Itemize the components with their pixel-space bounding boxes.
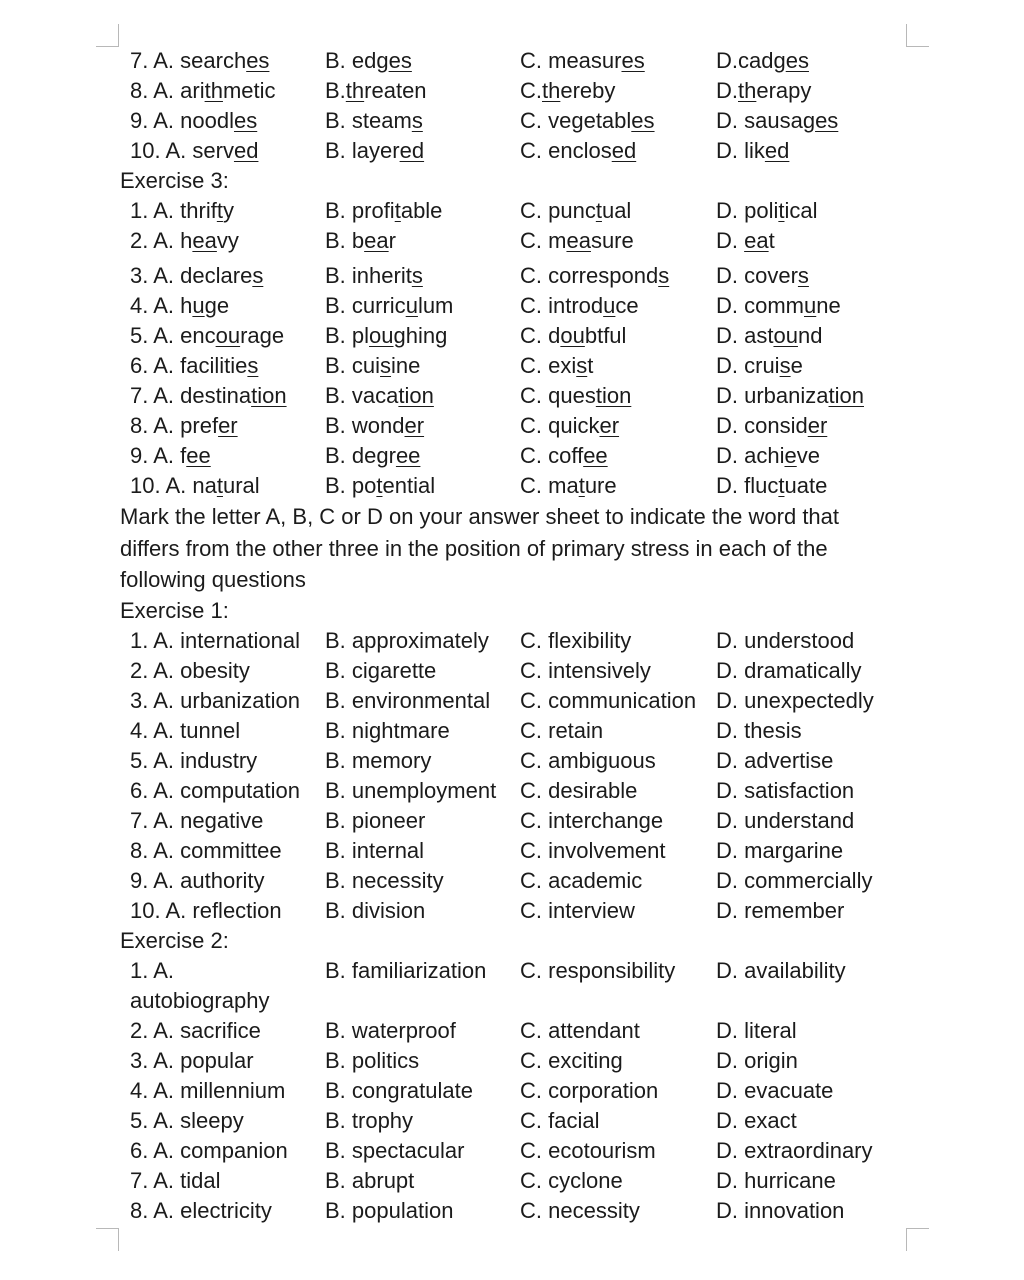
option-a: 3. A. urbanization bbox=[130, 687, 301, 713]
option-a: 4. A. millennium bbox=[130, 1077, 286, 1103]
question-row bbox=[120, 471, 910, 501]
option-c: C. facial bbox=[520, 1107, 600, 1133]
question-row bbox=[120, 1076, 910, 1106]
underlined-sound: ea bbox=[364, 228, 389, 253]
question-row bbox=[120, 196, 910, 226]
option-a: 2. A. heavy bbox=[130, 228, 239, 253]
option-c: C. measures bbox=[520, 48, 645, 73]
option-a: 8. A. arithmetic bbox=[130, 78, 276, 103]
option-b: B. vacation bbox=[325, 383, 434, 408]
question-row bbox=[120, 411, 910, 441]
pronunciation-rows-continued bbox=[120, 46, 910, 166]
option-c: C. punctual bbox=[520, 198, 632, 223]
question-row bbox=[120, 656, 910, 686]
option-d: D. eat bbox=[716, 228, 775, 253]
option-d: D. astound bbox=[716, 323, 823, 348]
option-a: 2. A. sacrifice bbox=[130, 1017, 261, 1043]
option-d: D.cadges bbox=[716, 48, 809, 73]
question-row bbox=[120, 1166, 910, 1196]
option-a: 10. A. natural bbox=[130, 473, 260, 498]
option-d: D. dramatically bbox=[716, 657, 862, 683]
option-b: B. nightmare bbox=[325, 717, 450, 743]
option-a: 1. A. autobiography bbox=[130, 957, 270, 1013]
option-a: 6. A. companion bbox=[130, 1137, 288, 1163]
option-d: D. commercially bbox=[716, 867, 873, 893]
option-c: C. enclosed bbox=[520, 138, 637, 163]
option-a: 8. A. electricity bbox=[130, 1197, 272, 1223]
question-row bbox=[120, 1136, 910, 1166]
option-b: B. inherits bbox=[325, 263, 423, 288]
underlined-sound: ea bbox=[192, 228, 217, 253]
option-a: 9. A. fee bbox=[130, 443, 211, 468]
option-a: 7. A. negative bbox=[130, 807, 264, 833]
question-row bbox=[120, 1106, 910, 1136]
option-d: D. understand bbox=[716, 807, 855, 833]
option-b: B. environmental bbox=[325, 687, 491, 713]
underlined-sound: ed bbox=[233, 138, 259, 163]
question-row bbox=[120, 226, 910, 256]
option-d: D. margarine bbox=[716, 837, 844, 863]
underlined-sound: ea bbox=[566, 228, 591, 253]
underlined-sound: t bbox=[778, 198, 785, 223]
option-d: D. remember bbox=[716, 897, 845, 923]
option-d: D. covers bbox=[716, 263, 809, 288]
underlined-sound: u bbox=[405, 293, 418, 318]
underlined-sound: tion bbox=[398, 383, 434, 408]
option-b: B. trophy bbox=[325, 1107, 414, 1133]
instruction-line-3: following questions bbox=[120, 567, 306, 592]
option-c: C. cyclone bbox=[520, 1167, 623, 1193]
option-d: D. satisfaction bbox=[716, 777, 855, 803]
option-c: C. ambiguous bbox=[520, 747, 656, 773]
option-d: D. evacuate bbox=[716, 1077, 834, 1103]
underlined-sound: tion bbox=[251, 383, 287, 408]
question-row bbox=[120, 1196, 910, 1226]
option-d: D. sausages bbox=[716, 108, 839, 133]
option-a: 7. A. destination bbox=[130, 383, 287, 408]
underlined-sound: s bbox=[252, 263, 264, 288]
option-c: C. responsibility bbox=[520, 957, 676, 983]
option-b: B. layered bbox=[325, 138, 425, 163]
question-row bbox=[120, 106, 910, 136]
underlined-sound: t bbox=[595, 198, 602, 223]
underlined-sound: u bbox=[603, 293, 616, 318]
option-d: D. exact bbox=[716, 1107, 797, 1133]
question-row bbox=[120, 441, 910, 471]
underlined-sound: es bbox=[631, 108, 655, 133]
option-b: B. profitable bbox=[325, 198, 443, 223]
option-b: B. spectacular bbox=[325, 1137, 465, 1163]
option-b: B. degree bbox=[325, 443, 421, 468]
option-d: D. thesis bbox=[716, 717, 802, 743]
underlined-sound: ou bbox=[560, 323, 585, 348]
option-b: B. potential bbox=[325, 473, 436, 498]
option-d: D. literal bbox=[716, 1017, 797, 1043]
option-c: C. flexibility bbox=[520, 627, 632, 653]
option-d: D. unexpectedly bbox=[716, 687, 874, 713]
option-a: 10. A. reflection bbox=[130, 897, 282, 923]
question-row bbox=[120, 136, 910, 166]
underlined-sound: s bbox=[411, 108, 423, 133]
option-a: 9. A. authority bbox=[130, 867, 265, 893]
option-c: C. intensively bbox=[520, 657, 651, 683]
underlined-sound: th bbox=[542, 78, 561, 103]
option-a: 1. A. thrifty bbox=[130, 198, 234, 223]
instruction-line-1: Mark the letter A, B, C or D on your answer sheet to indicate the word that bbox=[120, 504, 840, 529]
option-d: D. fluctuate bbox=[716, 473, 828, 498]
option-a: 7. A. searches bbox=[130, 48, 270, 73]
option-a: 9. A. noodles bbox=[130, 108, 258, 133]
underlined-sound: es bbox=[388, 48, 412, 73]
option-a: 6. A. facilities bbox=[130, 353, 259, 378]
option-d: D. understood bbox=[716, 627, 855, 653]
option-d: D.therapy bbox=[716, 78, 812, 103]
option-c: C. ecotourism bbox=[520, 1137, 656, 1163]
option-b: B. cigarette bbox=[325, 657, 437, 683]
option-b: B. necessity bbox=[325, 867, 444, 893]
question-row bbox=[120, 776, 910, 806]
option-c: C. exciting bbox=[520, 1047, 623, 1073]
underlined-sound: ea bbox=[744, 228, 769, 253]
question-row bbox=[120, 806, 910, 836]
stress-instruction bbox=[120, 501, 906, 596]
underlined-sound: s bbox=[411, 263, 423, 288]
underlined-sound: s bbox=[380, 353, 392, 378]
question-row bbox=[120, 956, 910, 1016]
option-c: C. question bbox=[520, 383, 632, 408]
underlined-sound: es bbox=[815, 108, 839, 133]
option-c: C. retain bbox=[520, 717, 604, 743]
option-c: C. introduce bbox=[520, 293, 639, 318]
option-b: B. population bbox=[325, 1197, 454, 1223]
option-a: 7. A. tidal bbox=[130, 1167, 221, 1193]
option-d: D. political bbox=[716, 198, 818, 223]
option-a: 5. A. encourage bbox=[130, 323, 285, 348]
option-c: C.thereby bbox=[520, 78, 616, 103]
underlined-sound: t bbox=[578, 473, 585, 498]
option-d: D. origin bbox=[716, 1047, 798, 1073]
underlined-sound: ed bbox=[764, 138, 790, 163]
underlined-sound: th bbox=[738, 78, 757, 103]
option-d: D. consider bbox=[716, 413, 828, 438]
option-b: B. abrupt bbox=[325, 1167, 415, 1193]
underlined-sound: s bbox=[658, 263, 670, 288]
option-c: C. coffee bbox=[520, 443, 608, 468]
option-b: B. wonder bbox=[325, 413, 425, 438]
question-row bbox=[120, 321, 910, 351]
document-page bbox=[120, 46, 910, 1226]
question-row bbox=[120, 351, 910, 381]
stress-exercise-1-heading: Exercise 1: bbox=[120, 597, 229, 623]
underlined-sound: u bbox=[192, 293, 205, 318]
option-b: B. congratulate bbox=[325, 1077, 473, 1103]
underlined-sound: es bbox=[233, 108, 258, 133]
option-b: B. memory bbox=[325, 747, 432, 773]
option-c: C. attendant bbox=[520, 1017, 640, 1043]
underlined-sound: ee bbox=[186, 443, 211, 468]
underlined-sound: ou bbox=[369, 323, 394, 348]
underlined-sound: er bbox=[807, 413, 828, 438]
option-d: D. cruise bbox=[716, 353, 803, 378]
option-c: C. quicker bbox=[520, 413, 620, 438]
option-c: C. measure bbox=[520, 228, 634, 253]
underlined-sound: s bbox=[779, 353, 791, 378]
underlined-sound: ou bbox=[215, 323, 241, 348]
question-row bbox=[120, 381, 910, 411]
option-c: C. communication bbox=[520, 687, 697, 713]
option-b: B. internal bbox=[325, 837, 425, 863]
underlined-sound: tion bbox=[595, 383, 632, 408]
option-d: D. achieve bbox=[716, 443, 820, 468]
option-a: 5. A. industry bbox=[130, 747, 258, 773]
exercise-3-heading: Exercise 3: bbox=[120, 168, 229, 193]
option-a: 4. A. tunnel bbox=[130, 717, 241, 743]
option-b: B. edges bbox=[325, 48, 412, 73]
option-d: D. extraordinary bbox=[716, 1137, 873, 1163]
option-a: 1. A. international bbox=[130, 627, 301, 653]
option-c: C. involvement bbox=[520, 837, 666, 863]
option-a: 3. A. popular bbox=[130, 1047, 254, 1073]
option-c: C. mature bbox=[520, 473, 617, 498]
question-row bbox=[120, 261, 910, 291]
question-row bbox=[120, 896, 910, 926]
option-d: D. advertise bbox=[716, 747, 834, 773]
underlined-sound: th bbox=[345, 78, 365, 103]
option-c: C. desirable bbox=[520, 777, 638, 803]
option-b: B. bear bbox=[325, 228, 396, 253]
option-b: B. division bbox=[325, 897, 426, 923]
option-c: C. vegetables bbox=[520, 108, 655, 133]
option-a: 8. A. committee bbox=[130, 837, 282, 863]
option-d: D. innovation bbox=[716, 1197, 845, 1223]
underlined-sound: es bbox=[785, 48, 809, 73]
instruction-line-2: differs from the other three in the position of primary stress in each of the bbox=[120, 535, 828, 561]
option-a: 3. A. declares bbox=[130, 263, 264, 288]
underlined-sound: tion bbox=[828, 383, 864, 408]
stress-exercise-1 bbox=[120, 626, 910, 926]
question-row bbox=[120, 686, 910, 716]
underlined-sound: er bbox=[404, 413, 425, 438]
option-b: B. cuisine bbox=[325, 353, 421, 378]
question-row bbox=[120, 1016, 910, 1046]
option-b: B. approximately bbox=[325, 627, 489, 653]
underlined-sound: t bbox=[376, 473, 383, 498]
underlined-sound: e bbox=[784, 443, 797, 468]
question-row bbox=[120, 746, 910, 776]
option-a: 10. A. served bbox=[130, 138, 259, 163]
underlined-sound: t bbox=[216, 198, 223, 223]
crop-mark-top-right bbox=[906, 24, 929, 47]
underlined-sound: th bbox=[204, 78, 223, 103]
option-d: D. hurricane bbox=[716, 1167, 836, 1193]
underlined-sound: t bbox=[778, 473, 785, 498]
question-row bbox=[120, 626, 910, 656]
underlined-sound: u bbox=[804, 293, 817, 318]
exercise-3-pronunciation bbox=[120, 196, 910, 501]
underlined-sound: ee bbox=[583, 443, 608, 468]
option-d: D. urbanization bbox=[716, 383, 864, 408]
underlined-sound: s bbox=[576, 353, 588, 378]
option-a: 2. A. obesity bbox=[130, 657, 250, 683]
option-a: 8. A. prefer bbox=[130, 413, 238, 438]
underlined-sound: es bbox=[246, 48, 270, 73]
option-d: D. liked bbox=[716, 138, 790, 163]
option-c: C. corporation bbox=[520, 1077, 659, 1103]
option-c: C. doubtful bbox=[520, 323, 627, 348]
option-b: B. politics bbox=[325, 1047, 420, 1073]
underlined-sound: es bbox=[621, 48, 645, 73]
underlined-sound: t bbox=[216, 473, 223, 498]
crop-mark-bottom-right bbox=[906, 1228, 929, 1251]
option-c: C. corresponds bbox=[520, 263, 670, 288]
underlined-sound: t bbox=[394, 198, 401, 223]
question-row bbox=[120, 836, 910, 866]
crop-mark-top-left bbox=[96, 24, 119, 47]
underlined-sound: ou bbox=[773, 323, 798, 348]
underlined-sound: ee bbox=[395, 443, 421, 468]
stress-exercise-2 bbox=[120, 1016, 910, 1226]
option-d: D. availability bbox=[716, 957, 846, 983]
option-a: 4. A. huge bbox=[130, 293, 230, 318]
option-a: 5. A. sleepy bbox=[130, 1107, 244, 1133]
question-row bbox=[120, 76, 910, 106]
underlined-sound: er bbox=[218, 413, 238, 438]
option-d: D. commune bbox=[716, 293, 841, 318]
underlined-sound: s bbox=[247, 353, 259, 378]
option-c: C. exist bbox=[520, 353, 594, 378]
option-b: B. ploughing bbox=[325, 323, 448, 348]
question-row bbox=[120, 866, 910, 896]
underlined-sound: er bbox=[599, 413, 620, 438]
option-b: B. curriculum bbox=[325, 293, 454, 318]
option-b: B. familiarization bbox=[325, 957, 487, 983]
stress-exercise-2-heading: Exercise 2: bbox=[120, 927, 229, 953]
option-b: B. pioneer bbox=[325, 807, 426, 833]
question-row bbox=[120, 46, 910, 76]
option-b: B.threaten bbox=[325, 78, 427, 103]
option-a: 6. A. computation bbox=[130, 777, 300, 803]
option-b: B. steams bbox=[325, 108, 423, 133]
underlined-sound: s bbox=[797, 263, 809, 288]
question-row bbox=[120, 291, 910, 321]
question-row bbox=[120, 716, 910, 746]
option-c: C. necessity bbox=[520, 1197, 640, 1223]
question-row bbox=[120, 1046, 910, 1076]
option-c: C. interview bbox=[520, 897, 635, 923]
option-b: B. unemployment bbox=[325, 777, 497, 803]
underlined-sound: ed bbox=[611, 138, 637, 163]
crop-mark-bottom-left bbox=[96, 1228, 119, 1251]
option-c: C. interchange bbox=[520, 807, 664, 833]
option-c: C. academic bbox=[520, 867, 643, 893]
underlined-sound: ed bbox=[399, 138, 425, 163]
option-b: B. waterproof bbox=[325, 1017, 456, 1043]
